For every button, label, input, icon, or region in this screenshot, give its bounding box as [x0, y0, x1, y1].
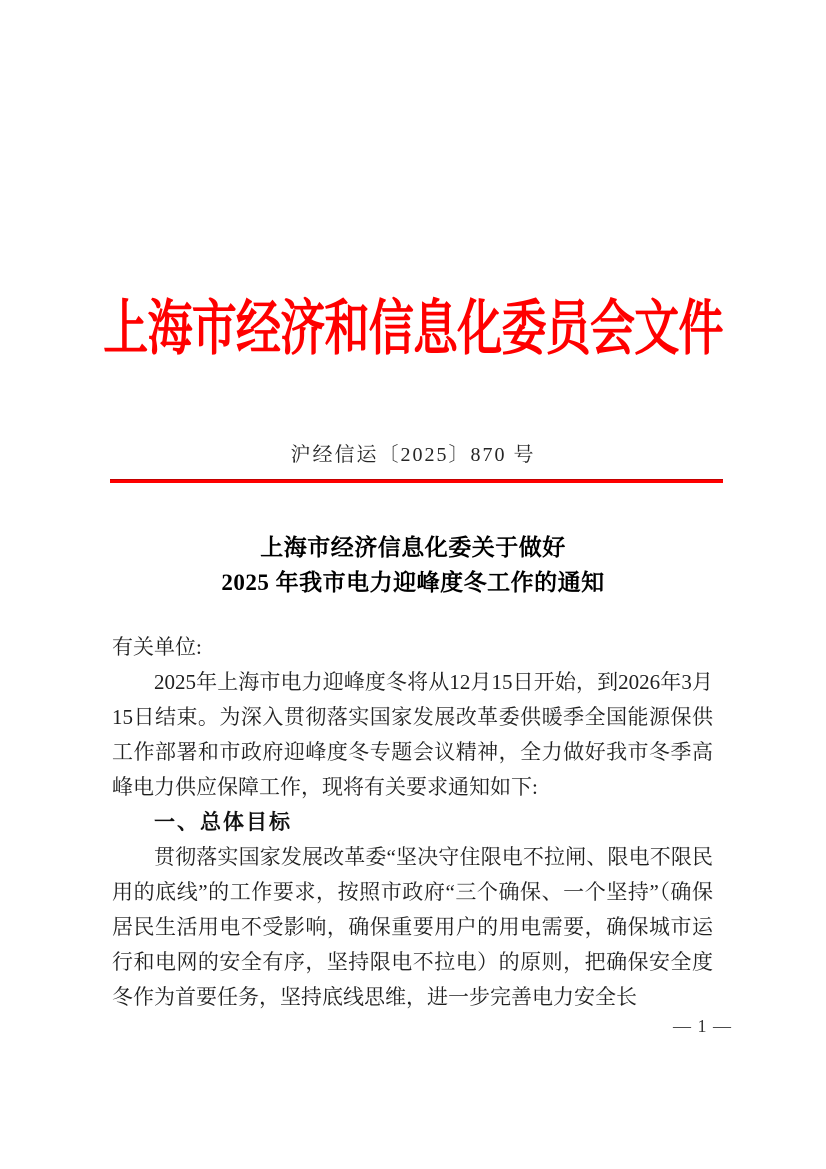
- paragraph-overall-goal: 贯彻落实国家发展改革委“坚决守住限电不拉闸、限电不限民用的底线”的工作要求，按照市政府“三个确保、一个坚持”（确保居民生活用电不受影响，确保重要用户的用电需要，确保城市运行和电网的安全有序，坚持限电不拉电）的原则，把确保安全度冬作为首要任务，坚持底线思维，进一步完善电力安全长: [112, 845, 713, 1009]
- page-number: — 1 —: [673, 1016, 732, 1036]
- notice-title-line2: 2025 年我市电力迎峰度冬工作的通知: [221, 570, 605, 595]
- paragraph-intro: 2025年上海市电力迎峰度冬将从12月15日开始，到2026年3月15日结束。为深入贯彻落实国家发展改革委供暖季全国能源保供工作部署和市政府迎峰度冬专题会议精神，全力做好我市冬季高峰电力供应保障工作，现将有关要求通知如下:: [112, 670, 713, 799]
- section-heading-overall-goal: 一、总体目标: [154, 811, 292, 834]
- red-divider-line: [110, 479, 723, 483]
- red-letterhead-banner: [0, 293, 826, 381]
- notice-title-line1: 上海市经济信息化委关于做好: [260, 535, 566, 560]
- issuing-authority-title: 上海市经济和信息化委员会文件: [103, 296, 723, 362]
- document-body: [112, 630, 713, 1015]
- notice-title: [0, 530, 826, 600]
- salutation: 有关单位:: [112, 635, 202, 659]
- document-reference-number: 沪经信运〔2025〕870 号: [290, 444, 536, 466]
